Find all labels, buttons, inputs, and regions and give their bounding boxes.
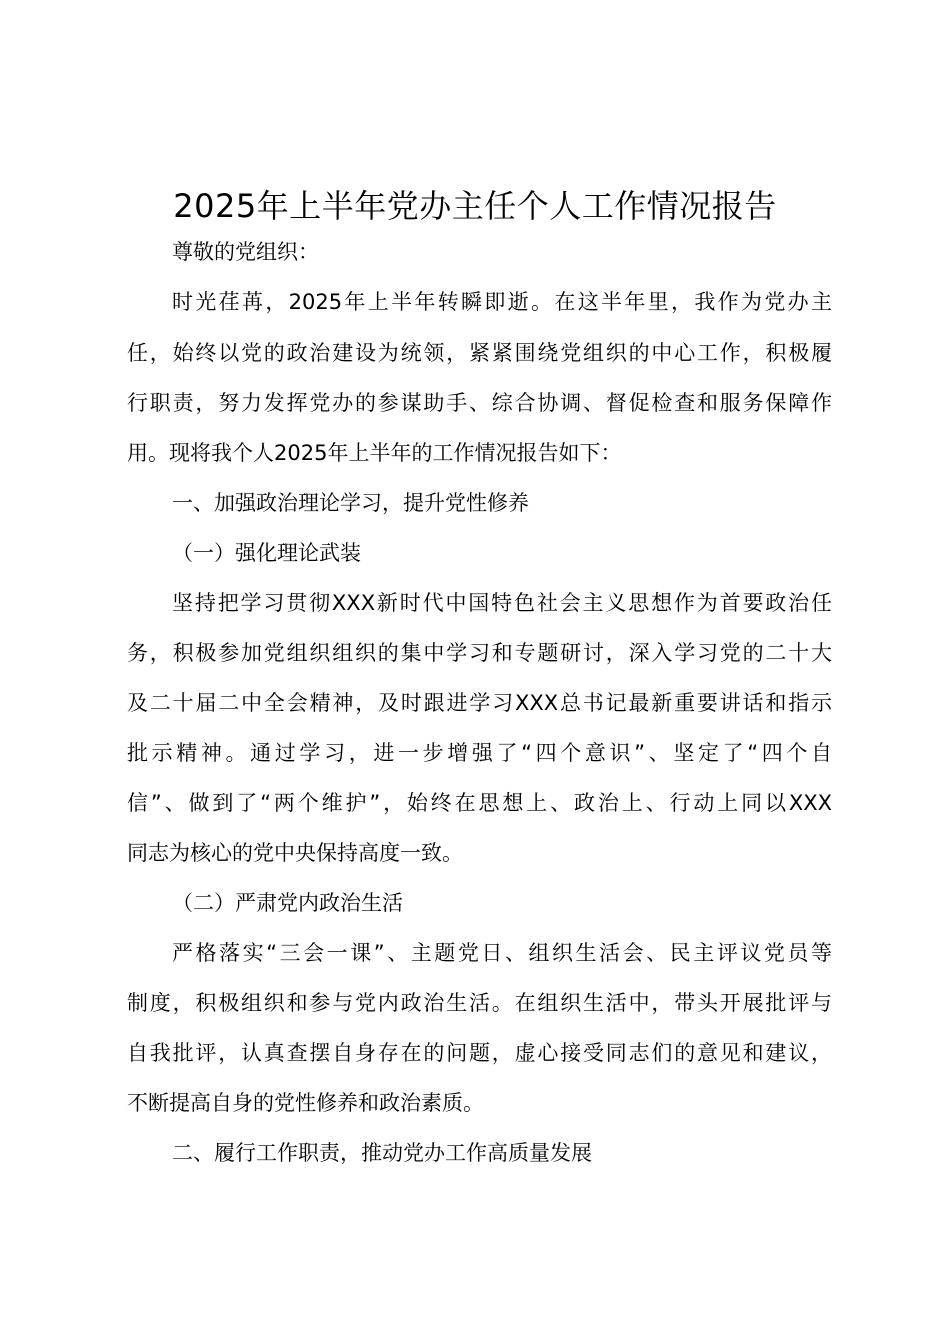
paragraph-line: 信”、做到了“两个维护”，始终在思想上、政治上、行动上同以XXX [127, 791, 832, 815]
paragraph-line: 行职责，努力发挥党办的参谋助手、综合协调、督促检查和服务保障作 [127, 391, 832, 415]
paragraph-line: 坚持把学习贯彻XXX新时代中国特色社会主义思想作为首要政治任 [172, 591, 832, 615]
paragraph-line: 用。现将我个人2025年上半年的工作情况报告如下： [127, 441, 622, 465]
paragraph-line: 及二十届二中全会精神，及时跟进学习XXX总书记最新重要讲话和指示 [127, 691, 832, 715]
paragraph-line: 自我批评，认真查摆自身存在的问题，虚心接受同志们的意见和建议， [127, 1041, 832, 1065]
section-heading: 二、履行工作职责，推动党办工作高质量发展 [172, 1141, 592, 1165]
paragraph-line: 不断提高自身的党性修养和政治素质。 [127, 1091, 484, 1115]
paragraph-line: 同志为核心的党中央保持高度一致。 [127, 841, 463, 865]
section-heading: 一、加强政治理论学习，提升党性修养 [172, 491, 529, 515]
paragraph-line: 严格落实“三会一课”、主题党日、组织生活会、民主评议党员等 [172, 941, 832, 965]
subsection-heading: （二）严肃党内政治生活 [172, 891, 403, 915]
subsection-heading: （一）强化理论武装 [172, 541, 361, 565]
paragraph-line: 时光荏苒，2025年上半年转瞬即逝。在这半年里，我作为党办主 [172, 290, 832, 314]
paragraph-line: 制度，积极组织和参与党内政治生活。在组织生活中，带头开展批评与 [127, 991, 832, 1015]
paragraph-line: 务，积极参加党组织组织的集中学习和专题研讨，深入学习党的二十大 [127, 641, 832, 665]
salutation: 尊敬的党组织： [172, 240, 319, 264]
paragraph-line: 批示精神。通过学习，进一步增强了“四个意识”、坚定了“四个自 [127, 741, 832, 765]
paragraph-line: 任，始终以党的政治建设为统领，紧紧围绕党组织的中心工作，积极履 [127, 341, 832, 365]
document-title: 2025年上半年党办主任个人工作情况报告 [173, 187, 777, 225]
